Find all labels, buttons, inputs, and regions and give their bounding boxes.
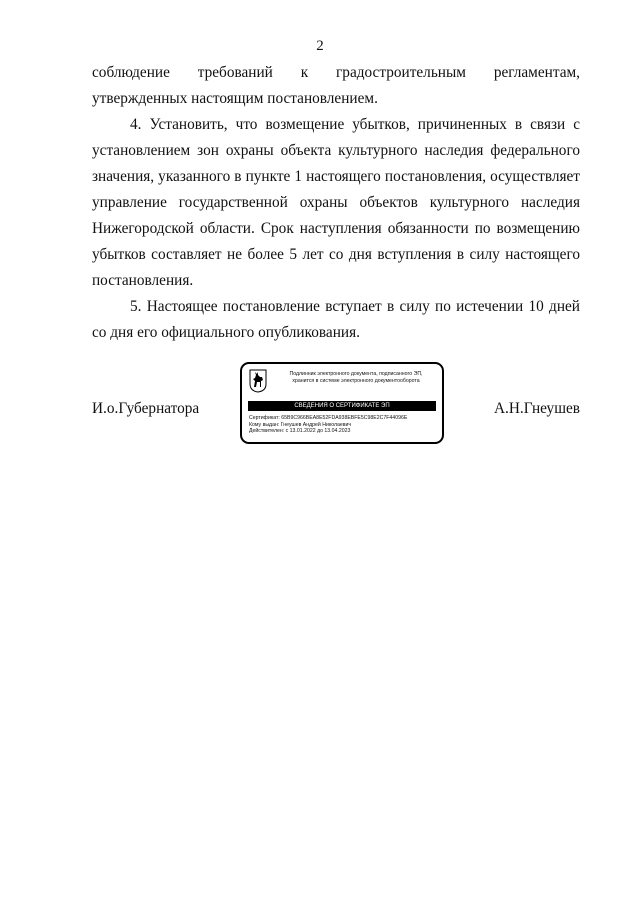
electronic-signature-stamp <box>240 362 444 444</box>
certificate-value: 65B9C966BEA8E52FDA938EBFE5C98E2C7F44096E <box>281 415 408 421</box>
validity-row <box>249 428 407 435</box>
page-number: 2 <box>316 38 324 54</box>
issued-to-label: Кому выдан: <box>249 421 280 428</box>
document-body <box>92 60 580 346</box>
validity-value: с 13.01.2022 до 13.04.2023 <box>285 428 351 435</box>
certificate-details <box>249 415 407 435</box>
stamp-header <box>272 371 440 385</box>
paragraph-continuation: соблюдение требований к градостроительным регламентам, утвержденных настоящим постановлением. <box>92 64 580 107</box>
issued-to-value: Гнеушев Андрей Николаевич <box>280 421 352 428</box>
certificate-row <box>249 415 407 422</box>
stamp-header-line-1: Подлинник электронного документа, подписанного ЭП, <box>289 371 423 377</box>
signatory-name: А.Н.Гнеушев <box>493 400 580 417</box>
paragraph-item-5: 5. Настоящее постановление вступает в силу по истечении 10 дней со дня его официального опубликования. <box>92 298 580 341</box>
paragraph-item-4: 4. Установить, что возмещение убытков, причиненных в связи с установлением зон охраны объекта культурного наследия федерального значения, указанного в пункте 1 настоящего постановления, осуществляет управление государственной охраны объектов культурного наследия Нижегородской области. Срок наступления обязанности по возмещению убытков составляет не более 5 лет со дня вступления в силу настоящего постановления. <box>92 116 580 289</box>
deer-emblem-icon <box>249 369 267 393</box>
stamp-header-line-2: хранится в системе электронного документооборота <box>292 378 420 384</box>
validity-label: Действителен: <box>249 428 285 435</box>
stamp-title-bar: СВЕДЕНИЯ О СЕРТИФИКАТЕ ЭП <box>248 401 436 411</box>
certificate-label: Сертификат: <box>249 415 280 421</box>
signatory-position: И.о.Губернатора <box>92 400 200 417</box>
